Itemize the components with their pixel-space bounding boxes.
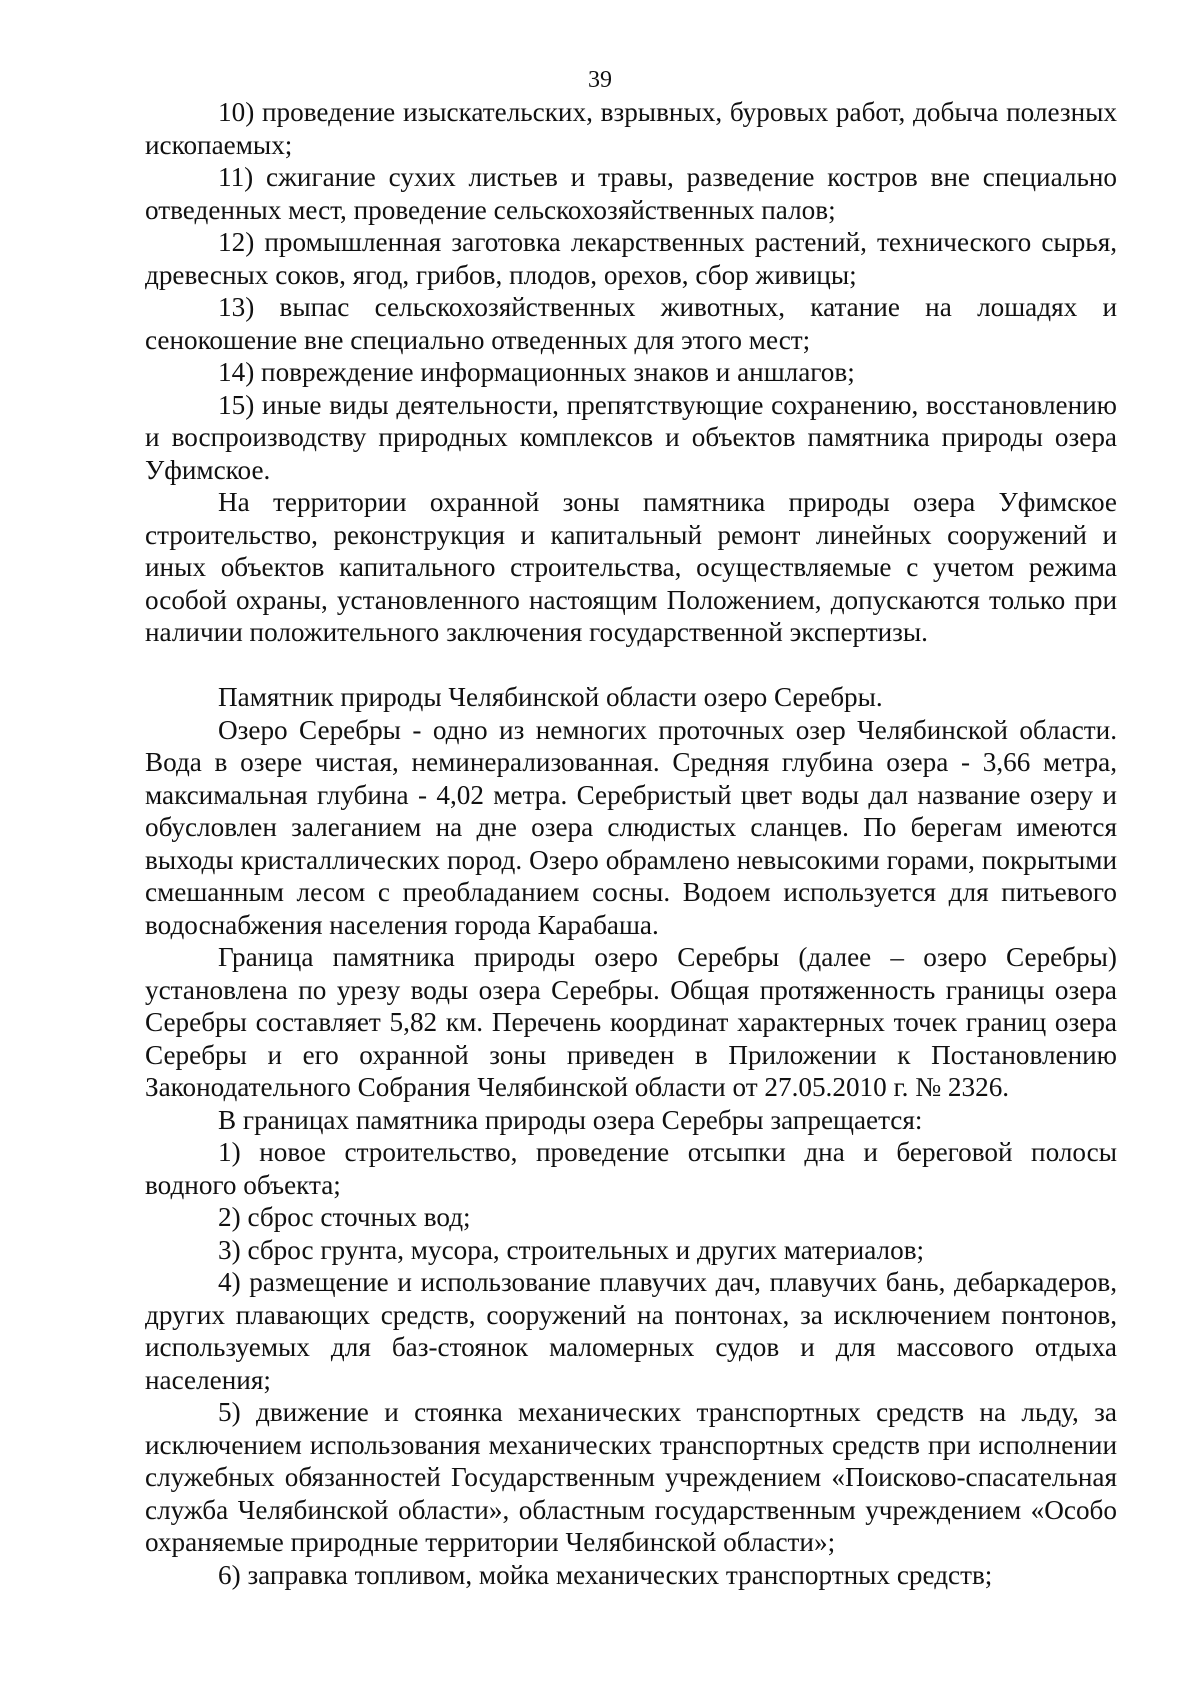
- section-heading: Памятник природы Челябинской области озеро Серебры.: [218, 682, 883, 712]
- prohibition-item-3: 3) сброс грунта, мусора, строительных и других материалов;: [218, 1234, 925, 1265]
- list-item-15: 15) иные виды деятельности, препятствующие сохранению, восстановлению и воспроизводству природных комплексов и объектов памятника природы озера Уфимское.: [145, 389, 1117, 485]
- list-item-11: 11) сжигание сухих листьев и травы, разведение костров вне специально отведенных мест, проведение сельскохозяйственных палов;: [145, 162, 1117, 225]
- list-item-14: 14) повреждение информационных знаков и аншлагов;: [218, 357, 855, 387]
- list-item-12: 12) промышленная заготовка лекарственных растений, технического сырья, древесных соков, ягод, грибов, плодов, орехов, сбор живицы;: [145, 227, 1117, 290]
- prohibitions-intro: В границах памятника природы озера Серебры запрещается:: [218, 1104, 923, 1135]
- document-body: [145, 96, 1117, 1591]
- prohibition-item-1: 1) новое строительство, проведение отсыпки дна и береговой полосы водного объекта;: [145, 1137, 1117, 1200]
- list-item-13: 13) выпас сельскохозяйственных животных, катание на лошадях и сенокошение вне специально отведенных для этого мест;: [145, 292, 1117, 355]
- prohibition-item-5: 5) движение и стоянка механических транспортных средств на льду, за исключением использования механических транспортных средств при исполнении служебных обязанностей Государственным учреждением «Поисково-спасательная служба Челябинской области», областным государственным учреждением «Особо охраняемые природные территории Челябинской области»;: [145, 1397, 1117, 1557]
- lake-description-paragraph: Озеро Серебры - одно из немногих проточных озер Челябинской области. Вода в озере чистая, неминерализованная. Средняя глубина озера - 3,66 метра, максимальная глубина - 4,02 метра. Серебристый цвет воды дал название озеру и обусловлен залеганием на дне озера слюдистых сланцев. По берегам имеются выходы кристаллических пород. Озеро обрамлено невысокими горами, покрытыми смешанным лесом с преобладанием сосны. Водоем используется для питьевого водоснабжения населения города Карабаша.: [145, 714, 1117, 940]
- protection-zone-paragraph: На территории охранной зоны памятника природы озера Уфимское строительство, реконструкция и капитальный ремонт линейных сооружений и иных объектов капитального строительства, осуществляемые с учетом режима особой охраны, установленного настоящим Положением, допускаются только при наличии положительного заключения государственной экспертизы.: [145, 487, 1117, 647]
- prohibition-item-6: 6) заправка топливом, мойка механических транспортных средств;: [218, 1559, 993, 1590]
- boundary-paragraph: Граница памятника природы озеро Серебры (далее – озеро Серебры) установлена по урезу воды озера Серебры. Общая протяженность границы озера Серебры составляет 5,82 км. Перечень координат характерных точек границ озера Серебры и его охранной зоны приведен в Приложении к Постановлению Законодательного Собрания Челябинской области от 27.05.2010 г. № 2326.: [145, 942, 1117, 1102]
- prohibition-item-2: 2) сброс сточных вод;: [218, 1202, 471, 1232]
- page-number: 39: [588, 67, 612, 93]
- prohibition-item-4: 4) размещение и использование плавучих дач, плавучих бань, дебаркадеров, других плавающих средств, сооружений на понтонах, за исключением понтонов, используемых для баз-стоянок маломерных судов и для массового отдыха населения;: [145, 1267, 1117, 1395]
- list-item-10: 10) проведение изыскательских, взрывных, буровых работ, добыча полезных ископаемых;: [145, 97, 1117, 160]
